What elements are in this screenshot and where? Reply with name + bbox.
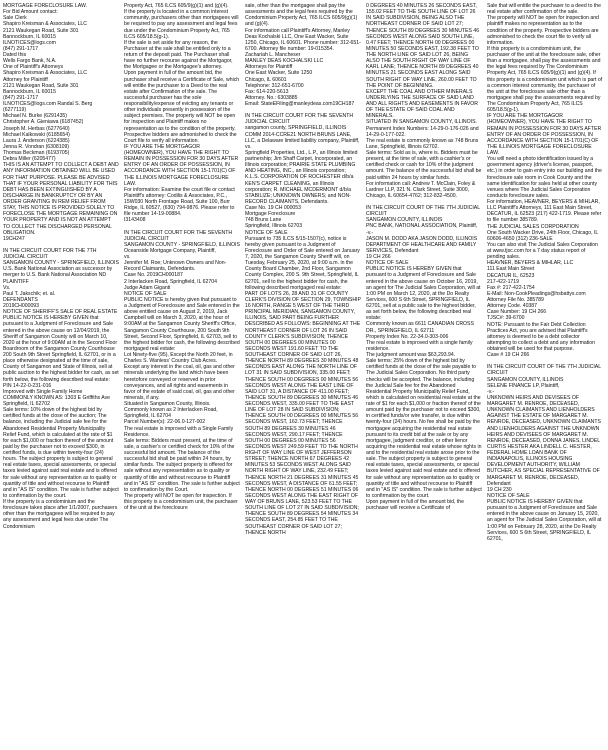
notice-text: IN THE CIRCUIT COURT OF THE 7TH JUDICIAL CIRCUIT SANGAMON COUNTY, ILLINOIS SELENE FINANCE LP, Plaintiff, -v.- UNKNOWN HEIRS AND DEVISEES OF MARGARET M. RENROE, DECEASED, UNKNOWN CLAIMANTS AND LIENHOLDERS AGAINST THE ESTATE OF MARGARET M. RENROE, DECEASED, UNKNOWN CLAIMANTS AND LIENHOLDERS AGAINST THE UNKNOWN HEIRS AND DEVISEES OF MARGARET M. RENROE, DECEASED, DONNA JANES, LINDEL CURTIS HESTER AKA LINDELL C. HESTER, FEDERAL HOME LOAN BANK OF INDIANAPOLIS, ILLINOIS HOUSING DEVELOPMENT AUTHORITY, WILLIAM BUTCHER, AS SPECIAL REPRESENTATIVE OF MARGARET M. RENROE, DECEASED, Defendant 19 CH 230 NOTICE OF SALE PUBLIC NOTICE IS HEREBY GIVEN that pursuant to a Judgment of Foreclosure and Sale entered in the above cause on January 15, 2020, an agent for The Judicial Sales Corporation, will at 1:00 PM on February 28, 2020, at the Do Realty Services, 600 S 6th Street, SPRINGFIELD, IL 62701, bbox=[487, 364, 602, 542]
notice-text: Property Act, 765 ILCS 605/9(g)(1) and (g)(4). If the property is located in a common interest community, purchasers other than mortgagees will be required to pay any assessment and legal fees due under the Condominium Property Act, 765 ILCS 605/18.5(g-1). If the sale is set aside for any reason, the Purchaser at the sale shall be entitled only to a return of the deposit paid. The Purchaser shall have no further recourse against the Mortgagor, the Mortgagee or the Mortgagee's attorney. Upon payment in full of the amount bid, the purchaser shall receive a Certificate of Sale, which will entitle the purchaser to a Deed to the real estate after Confirmation of the sale. The successful purchaser has the sole responsibility/expense of evicting any tenants or other individuals presently in possession of the subject premises. The property will NOT be open for inspection and Plaintiff makes no representation as to the condition of the property. Prospective bidders are admonished to check the Court file to verify all information. IF YOU ARE THE MORTGAGOR (HOMEOWNER), YOU HAVE THE RIGHT TO REMAIN IN POSSESSION FOR 30 DAYS AFTER ENTRY OF AN ORDER OF POSSESSION, IN ACCORDANCE WITH SECTION 15-1701(C) OF THE ILLINOIS MORTGAGE FORECLOSURE LAW. For information: Examine the court file or contact Plaintiff's attorney: Codilis & Associates, P.C., 15W030 North Frontage Road, Suite 100, Burr Ridge, IL 60527, (630) 794-9876. Please refer to file number 14-19-00884. I3143408 bbox=[124, 3, 240, 224]
notice-text: sale, other than the mortgagee shall pay the assessments and the legal fees required by the Condominium Property Act, 765 ILCS 605/9(g)(1) and (g)(4). For information call Plaintiff's Attorney, Manley Deas Kochalski LLC, One East Wacker, Suite 1250, Chicago, IL 60601. Phone number: 312-651-6700. Attorney file number: 19-015354. Zachariah L. Mancheser MANLEY DEAS KOCHALSKI LLC Attorneys for Plaintiff One East Wacker, Suite 1250 Chicago, IL 60601 Telephone: 312-651-6700 Fax: 614-220-5613 Attorney. No.: 6303885 Email: StateEFiling@manleydeas.com19CH187 bbox=[245, 3, 361, 107]
notice-text: IN THE CIRCUIT COURT FOR THE SEVENTH JUDICIAL CIRCUIT sangamon county, SPRINGFIELD, ILLINOIS COMM 2014-CCRE21 NORTH BRUNS LANE, LLC, a Delaware limited liability company, Plaintiff, vs. Springfield Properties, Ltd., L.P., an Illinois limited partnership; Jim Shaff Carpet, Incorporated, an Illinois corporation; PRAIRIE STATE PLUMBING AND HEATING, INC., an Illinois corporation; K.L.S. CORPORATION OF ROCHESTER d/b/a KEN'S CARPET CLEANING, an Illinois corporation; R. MICHAEL MCDERMONT d/b/a STABILIZE; UNKNOWN OWNERS; and NON-RECORD CLAIMANTS, Defendants. Case No. 19 CH 000053 Mortgage Foreclosure 748 Bruns Lane Springfield, Illinois 62703 NOTICE OF SALE Pursuant to 735 ILCS 5/15-1507(c), notice is hereby given pursuant to a Judgment of Foreclosure and Order of Sale entered on January 7, 2020, the Sangamon County Sheriff will, on Tuesday, February 25, 2020, at 9:00 a.m. in the County Board Chamber, 2nd Floor, Sangamon County Complex, 200 S. 9th Street, Springfield, IL 62701, sell to the highest bidder for cash, the following described mortgaged real estate: PART OF LOTS 26, 28 AND 31 OF COUNTY CLERK'S DIVISION OF SECTION 29, TOWNSHIP 16 NORTH, RANGE 5 WEST OF THE THIRD PRINCIPAL MERIDIAN, SANGAMON COUNTY, ILLINOIS, SAID PART BEING FURTHER DESCRIBED AS FOLLOWS: BEGINNING AT THE NORTHEAST CORNER OF LOT 26 IN SAID COUNTY CLERK'S SUBDIVISION; THENCE SOUTH 00 DEGREES 00 MINUTES 00 SECONDS WEST 191.60 FEET TO THE SOUTHEAST CORNER OF SAID LOT 26, THENCE NORTH 89 DEGREES 30 MINUTES 48 SECONDS EAST ALONG THE NORTH LINE OF LOT 31 IN SAID SUBDIVISION, 335.00 FEET; THENCE SOUTH 00 DEGREES 00 MINUTES 56 SECONDS WEST ALONG THE EAST LINE OF SAID LOT 31, A DISTANCE OF 411.00 FEET; THENCE SOUTH 89 DEGREES 30 MINUTES 46 SECONDS WEST, 335.00 FEET TO THE EAST LINE OF LOT 28 IN SAID SUBDIVISION; THENCE SOUTH 00 DEGREES 00 MINUTES 56 SECONDS WEST, 162.73 FEET; THENCE SOUTH 89 DEGREES 30 MINUTES 46 SECONDS WEST, 290.17 FEET; THENCE SOUTH 00 DEGREES 00 MINUTES 56 SECONDS WEST 249.59 FEET TO THE NORTH RIGHT OF WAY LINE OF WEST JEFFERSON STREET; THENCE NORTH 67 DEGREES 42 MINUTES 53 SECONDS WEST ALONG SAID NORTH RIGHT OF WAY LINE, 232.49 FEET; THENCE NORTH 21 DEGREES 31 MINUTES 45 SECONDS WEST, A DISTANCE OF 61.55 FEET; THENCE NORTH 00 DEGREES 51 MINUTES 06 SECONDS WEST ALONG THE EAST RIGHT OF WAY OF BRUNS LANE, 523.53 FEET TO THE SOUTH LINE OF LOT 27 IN SAID SUBDIVISION; THENCE SOUTH 89 DEGREES 54 MINUTES 34 SECONDS EAST, 254.85 FEET TO THE SOUTHEAST CORNER OF SAID LOT 27; THENCE NORTH bbox=[245, 113, 361, 536]
column-4 bbox=[366, 3, 482, 747]
notice-text: 0 DEGREES 40 MINUTES 26 SECONDS EAST, 155.02 FEET TO THE SOUTH LINE OF LOT 26 IN SAID SUBDIVISION, BEING ALSO THE NORTHEAST CORNER OF SAID LOT 27; THENCE SOUTH 89 DEGREES 30 MINUTES 46 SECONDS WEST ALONG SAID SOUTH LINE, 0.47 FEET; THENCE NORTH 00 DEGREES 00 MINUTES 50 SECONDS EAST, 192.38 FEET TO THE NORTH LINE OF SAID LOT 26, BEING ALSO THE SOUTH RIGHT OF WAY LINE OF KARL LANE; THENCE NORTH 89 DEGREES 40 MINUTES 21 SECONDS EAST ALONG SAID SOUTH RIGHT OF WAY LINE, 260.00 FEET TO THE POINT OF BEGINNING. EXCEPT THE COAL AND OTHER MINERALS UNDERLYING THE SURFACE OF SAID LAND AND ALL RIGHTS AND EASEMENTS IN FAVOR OF THE ESTATE OF SAID COAL AND MINERALS. SITUATED IN SANGAMON COUNTY, ILLINOIS. Permanent Index Numbers: 14-29-0-176-026 and 14-29-0-177-022. The real estate is commonly known as 748 Bruns Lane, Springfield, Illinois 62702. Sale terms: Sold as is, where is. Bidders must be present, at the time of sale, with a cashier's or certified check or cash for 10% of the judgment amount. The balance of the successful bid shall be paid within 24 hours by similar funds. For information call: Andrew T. McClain, Foley & Lardner LLP, 321 N. Clark Street, Suite 3000, Chicago, IL 60654-4762; 312-832-4500. bbox=[366, 3, 482, 199]
column-3 bbox=[245, 3, 361, 747]
notice-text: IN THE CIRCUIT COURT OF THE 7TH JUDICIAL CIRCUIT SANGAMON COUNTY, ILLINOIS PNC BANK, NATIONAL ASSOCIATION, Plaintiff, -v.- JASON M. DODD AKA JASON DODD, ILLINOIS DEPARTMENT OF HEALTHCARE AND FAMILY SERVICES, Defendant 19 CH 266 NOTICE OF SALE PUBLIC NOTICE IS HEREBY GIVEN that pursuant to a Judgment of Foreclosure and Sale entered in the above cause on October 16, 2019, an agent for The Judicial Sales Corporation, will at 1:00 PM on March 12, 2020, at the Do Realty Services, 600 S 6th Street, SPRINGFIELD, IL 62701, sell at a public sale to the highest bidder, as set forth below, the following described real estate: Commonly known as 6611 CANADIAN CROSS DR., SPRINGFIELD, IL 62711 Property Index No. 22-34.0-303-006 The real estate is improved with a single family residence. The judgment amount was $63,293.94. Sale terms: 25% down of the highest bid by certified funds at the close of the sale payable to The Judicial Sales Corporation. No third party checks will be accepted. The balance, including the Judicial Sale fee for the Abandoned Residential Property Municipality Relief Fund, which is calculated on residential real estate at the rate of $1 for each $1,000 or fraction thereof of the amount paid by the purchaser not to exceed $300, in certified funds/or wire transfer, is due within twenty-four (24) hours. No fee shall be paid by the mortgagee acquiring the residential real estate pursuant to its credit bid at the sale or by any mortgagee, judgment creditor, or other lienor acquiring the residential real estate whose rights in and to the residential real estate arose prior to the sale. The subject property is subject to general real estate taxes, special assessments, or special taxes levied against said real estate and is offered for sale without any representation as to quality or quantity of title and without recourse to Plaintiff and in "AS IS" condition. The sale is further subject to confirmation by the court. Upon payment in full of the amount bid, the purchaser will receive a Certificate of bbox=[366, 205, 482, 512]
notice-text: Sale that will entitle the purchaser to a deed to the real estate after confirmation of the sale. The property will NOT be open for inspection and plaintiff makes no representation as to the condition of the property. Prospective bidders are admonished to check the court file to verify all information. If this property is a condominium unit, the purchaser of the unit at the foreclosure sale, other than a mortgagee, shall pay the assessments and the legal fees required by The Condominium Property Act, 765 ILCS 605/9(g)(1) and (g)(4). If this property is a condominium unit which is part of a common interest community, the purchaser of the unit at the foreclosure sale other than a mortgagee shall pay the assessments required by The Condominium Property Act, 765 ILCS 605/18.5(g-1). IF YOU ARE THE MORTGAGOR (HOMEOWNER), YOU HAVE THE RIGHT TO REMAIN IN POSSESSION FOR 30 DAYS AFTER ENTRY OF AN ORDER OF POSSESSION, IN ACCORDANCE WITH SECTION 15-1701(C) OF THE ILLINOIS MORTGAGE FORECLOSURE LAW. You will need a photo identification issued by a government agency (driver's license, passport, etc.) in order to gain entry into our building and the foreclosure sale room in Cook County and the same identification for sales held at other county venues where The Judicial Sales Corporation conducts foreclosure sales. For information, HEAVNER, BEYERS & MIHLAR, LLC Plaintiff's Attorneys, 111 East Main Street, DECATUR, IL 62523 (217) 422-1719. Please refer to file number 385789. THE JUDICIAL SALES CORPORATION One South Wacker Drive, 24th Floor, Chicago, IL 60606-4650 (312) 236-SALE You can also visit The Judicial Sales Corporation at www.tjsc.com for a 7 day status report of pending sales. HEAVNER, BEYERS & MIHLAR, LLC 111 East Main Street DECATUR IL, 62523 217-422-1719 Fax #: 217-422-1754 E-Mail: Non-CookPleadings@hsbattys.com Attorney File No. 385789 Attorney Code. 40387 Case Number: 19 CH 266 TJSC#: 39-6700 NOTE: Pursuant to the Fair Debt Collection Practices Act, you are advised that Plaintiff's attorney is deemed to be a debt collector attempting to collect a debt and any information obtained will be used for that purpose. Case # 19 CH 266 bbox=[487, 3, 603, 359]
notice-text: IN THE CIRCUIT COURT FOR THE SEVENTH JUDICIAL CIRCUIT SANGAMON COUNTY - SPRINGFIELD, ILLINOIS Oceanside Mortgage Company, Plaintiff, vs. Jennifer M. Roe; Unknown Owners and Non-Record Claimants, Defendants. Case No. 2019CH000187 2 Interlacken Road, Springfield, IL 62704 Judge Adam Giganti NOTICE OF SALE PUBLIC NOTICE is hereby given that pursuant to a Judgment of Foreclosure and Sale entered in the above entitled cause on August 2, 2019, Jack Campbell will on March 3, 2020, at the hour of 9:00AM at the Sangamon County Sheriff's Office, Sangamon County Courthouse, 200 South 9th Street, Second Floor, Springfield, IL 62703, sell to the highest bidder for cash, the following described mortgaged real estate: Lot Ninety-five (95), Except the North 20 feet, in Charles S. Wanless' Country Club Acres. Except any interest in the coal, oil, gas and other minerals underlying the land which have been heretofore conveyed or reserved in prior conveyances, and all rights and easements in favor of the estate of said coal, oil, gas and other minerals, if any. Situated in Sangamon County, Illinois. Commonly known as 2 Interlacken Road, Springfield, IL 62704 Parcel Number(s): 22-06.0-127-002 The real estate is improved with a Single Family Residence. Sale terms: Bidders must present, at the time of sale, a cashier's or certified check for 10% of the successful bid amount. The balance of the successful bid shall be paid within 24 hours, by similar funds. The subject property is offered for sale without any representation as to quality or quantity of title and without recourse to Plaintiff and in "AS IS" condition. The sale is further subject to confirmation by the Court. The property will NOT be open for inspection. If this property is a condominium unit, the purchaser of the unit at the foreclosure bbox=[124, 229, 240, 512]
notice-text: IN THE CIRCUIT COURT FOR THE 7TH JUDICIAL CIRCUIT SANGAMON COUNTY - SPRINGFIELD, ILLINOIS U.S. Bank National Association as successor by merger to U.S. Bank National Association ND PLAINTIFF Vs. Paul T. Jakschik; et. al. DEFENDANTS 2019CH000093 NOTICE OF SHERIFF'S SALE OF REAL ESTATE PUBLIC NOTICE IS HEREBY GIVEN that pursuant to a Judgment of Foreclosure and Sale entered in the above cause on 12/04/2019, the Sheriff of Sangamon County will on March 10, 2020 at the hour of 9:00AM at in the Second Floor Boardroom of the Sangamon County Courthouse 200 South 9th Street Springfield, IL 62701, or in a place otherwise designated at the time of sale, County of Sangamon and State of Illinois, sell at public auction to the highest bidder for cash, as set forth below, the following described real estate: PIN 14-22-0-231-016 Improved with Single Family Home COMMONLY KNOWN AS: 1303 E Griffiths Ave Springfield, IL 62702 Sale terms: 10% down of the highest bid by certified funds at the close of the auction; The balance, including the Judicial sale fee for the Abandoned Residential Property Municipality Relief Fund, which is calculated at the rate of $1 for each $1,000 or fraction thereof of the amount paid by the purchaser not to exceed $300, in certified funds, is due within twenty-four (24) hours. The subject property is subject to general real estate taxes, special assessments, or special taxes levied against said real estate and is offered for sale without any representation as to quality or quantity of title and without recourse to Plaintiff and in "AS IS" condition. The sale is further subject to confirmation by the court. If the property is a condominium and the foreclosure takes place after 1/1/2007, purchasers other than the mortgagees will be required to pay any assessment and legal fees due under The Condominium bbox=[3, 247, 119, 530]
notice-text: MORTGAGE FORECLOSURE LAW. For Bid Amount contact: Sale Clerk Shapiro Kreisman & Associates, LLC 2121 Waukegan Road, Suite 301 Bannockburn, IL 60015 ILNOTICES@logs.com (847) 291-1717 Dated this Wells Fargo Bank, N.A. One of Plaintiff's Attorneys Shapiro Kreisman & Associates, LLC Attorney for Plaintiff 2121 Waukegan Road, Suite 301 Bannockburn, IL 60015 (847) 291-1717 ILNOTICES@logs.com Randal S. Berg (6277119) Michael N. Burke (6291435) Christopher A. Gieniawa (6187452) Joseph M. Herbas (6277640) Michael Kalkowski (6185654) Laura J. Anderson (6224385) Jenna R. Vondran (6308109) Thomas Beckman (6193705) Debra Miller (6205477) THIS IS AN ATTEMPT TO COLLECT A DEBT AND ANY INFORMATION OBTAINED WILL BE USED FOR THAT PURPOSE. PLEASE BE ADVISED THAT IF YOUR PERSONAL LIABILITY FOR THIS DEBT HAS BEEN EXTINGUISHED BY A DISCHARGE IN BANKRUPTCY OR BY AN ORDER GRANTING IN REM RELIEF FROM STAY, THIS NOTICE IS PROVIDED SOLELY TO FORECLOSE THE MORTGAGE REMAINING ON YOUR PROPERTY AND IS NOT AN ATTEMPT TO COLLECT THE DISCHARGED PERSONAL OBLIGATION. 19CH247 bbox=[3, 3, 119, 242]
column-2 bbox=[124, 3, 240, 747]
column-5 bbox=[487, 3, 603, 747]
column-1 bbox=[3, 3, 119, 747]
